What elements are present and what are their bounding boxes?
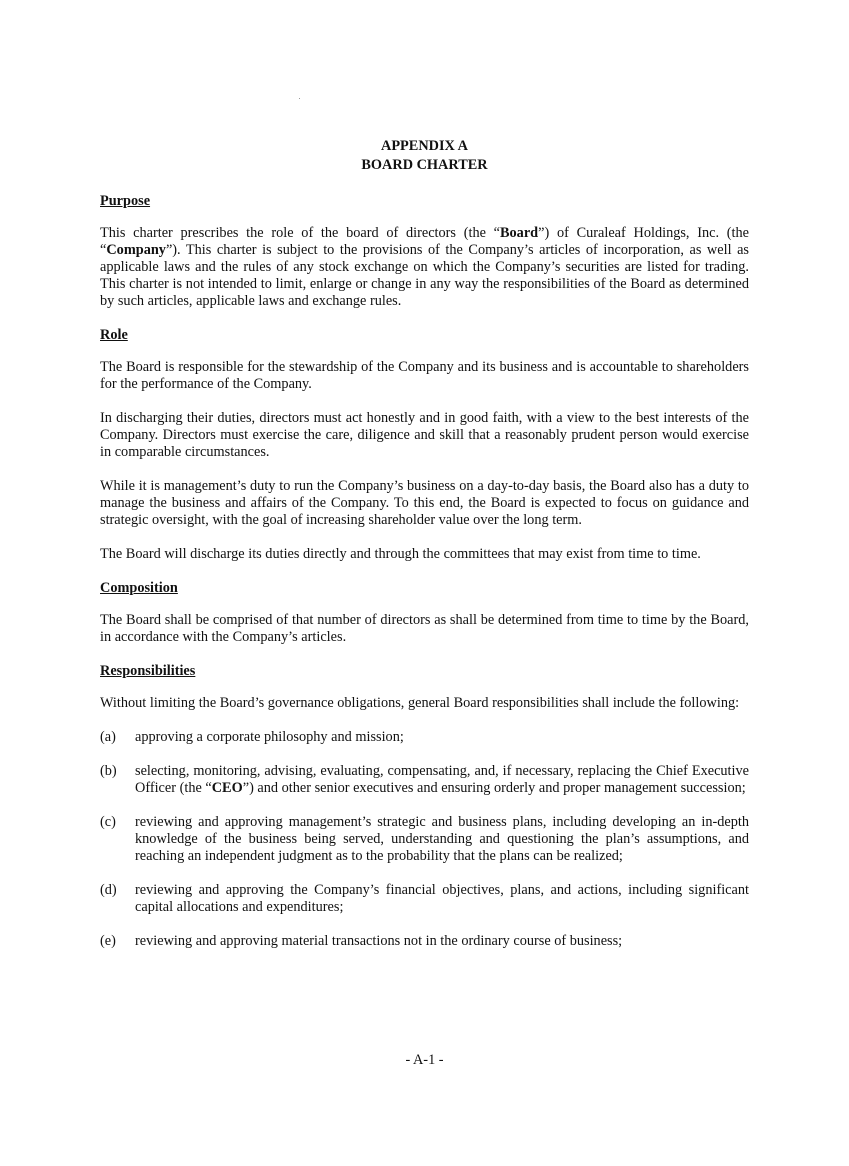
list-item-text: reviewing and approving material transactions not in the ordinary course of business;: [135, 933, 623, 949]
list-item: [100, 814, 749, 865]
list-item-text: [135, 763, 749, 797]
appendix-title: APPENDIX A: [381, 138, 468, 154]
list-item-text-2: ”) and other senior executives and ensuring orderly and proper management succession;: [242, 780, 746, 796]
role-heading: Role: [100, 327, 128, 343]
charter-title: BOARD CHARTER: [361, 157, 488, 173]
list-item: [100, 763, 749, 797]
list-item-label: (c): [100, 814, 116, 830]
list-item-text: approving a corporate philosophy and mission;: [135, 729, 404, 745]
list-item-text-1: selecting, monitoring, advising, evaluating, compensating, and, if necessary, replacing the Chief Executive Officer (the “: [135, 763, 749, 796]
list-item-label: (d): [100, 882, 117, 898]
role-paragraph: In discharging their duties, directors must act honestly and in good faith, with a view to the best interests of the Company. Directors must exercise the care, diligence and skill that a reasonably prudent person would exercise in comparable circumstances.: [100, 410, 749, 460]
list-item: [100, 729, 749, 746]
role-paragraph: The Board is responsible for the stewardship of the Company and its business and is accountable to shareholders for the performance of the Company.: [100, 359, 749, 392]
list-item-label: (b): [100, 763, 117, 779]
defined-term-company: Company: [106, 242, 166, 258]
purpose-heading: Purpose: [100, 193, 151, 209]
role-paragraph: While it is management’s duty to run the Company’s business on a day-to-day basis, the Board also has a duty to manage the business and affairs of the Company. To this end, the Board is expected to focus on guidance and strategic oversight, with the goal of increasing shareholder value over the long term.: [100, 478, 749, 528]
composition-paragraph: The Board shall be comprised of that number of directors as shall be determined from time to time by the Board, in accordance with the Company’s articles.: [100, 612, 749, 645]
list-item-text: reviewing and approving the Company’s financial objectives, plans, and actions, including significant capital allocations and expenditures;: [135, 882, 749, 915]
defined-term-ceo: CEO: [211, 780, 243, 796]
responsibilities-intro: Without limiting the Board’s governance obligations, general Board responsibilities shall include the following:: [100, 695, 740, 711]
composition-heading: Composition: [100, 580, 178, 596]
purpose-paragraph: [100, 225, 749, 310]
list-item-text: reviewing and approving management’s strategic and business plans, including developing an in-depth knowledge of the business being served, understanding and questioning the plan’s assumptions, and reaching an independent judgment as to the probability that the plans can be realized;: [135, 814, 749, 864]
responsibilities-heading: Responsibilities: [100, 663, 196, 679]
scan-mark: [299, 98, 300, 99]
list-item: [100, 933, 749, 950]
purpose-text-3: ”). This charter is subject to the provisions of the Company’s articles of incorporation, as well as applicable laws and the rules of any stock exchange on which the Company’s securities are listed for trading. This charter is not intended to limit, enlarge or change in any way the responsibilities of the Board as determined by such articles, applicable laws and exchange rules.: [100, 242, 749, 309]
document-body: [100, 137, 749, 967]
list-item-label: (a): [100, 729, 116, 745]
purpose-text-1: This charter prescribes the role of the board of directors (the “: [100, 225, 500, 241]
list-item: [100, 882, 749, 916]
page-number: - A-1 -: [405, 1052, 444, 1068]
defined-term-board: Board: [500, 225, 539, 241]
purpose-text-2: ”) of Curaleaf Holdings, Inc. (the “: [100, 225, 749, 258]
role-paragraph: The Board will discharge its duties directly and through the committees that may exist from time to time.: [100, 546, 701, 562]
list-item-label: (e): [100, 933, 116, 949]
